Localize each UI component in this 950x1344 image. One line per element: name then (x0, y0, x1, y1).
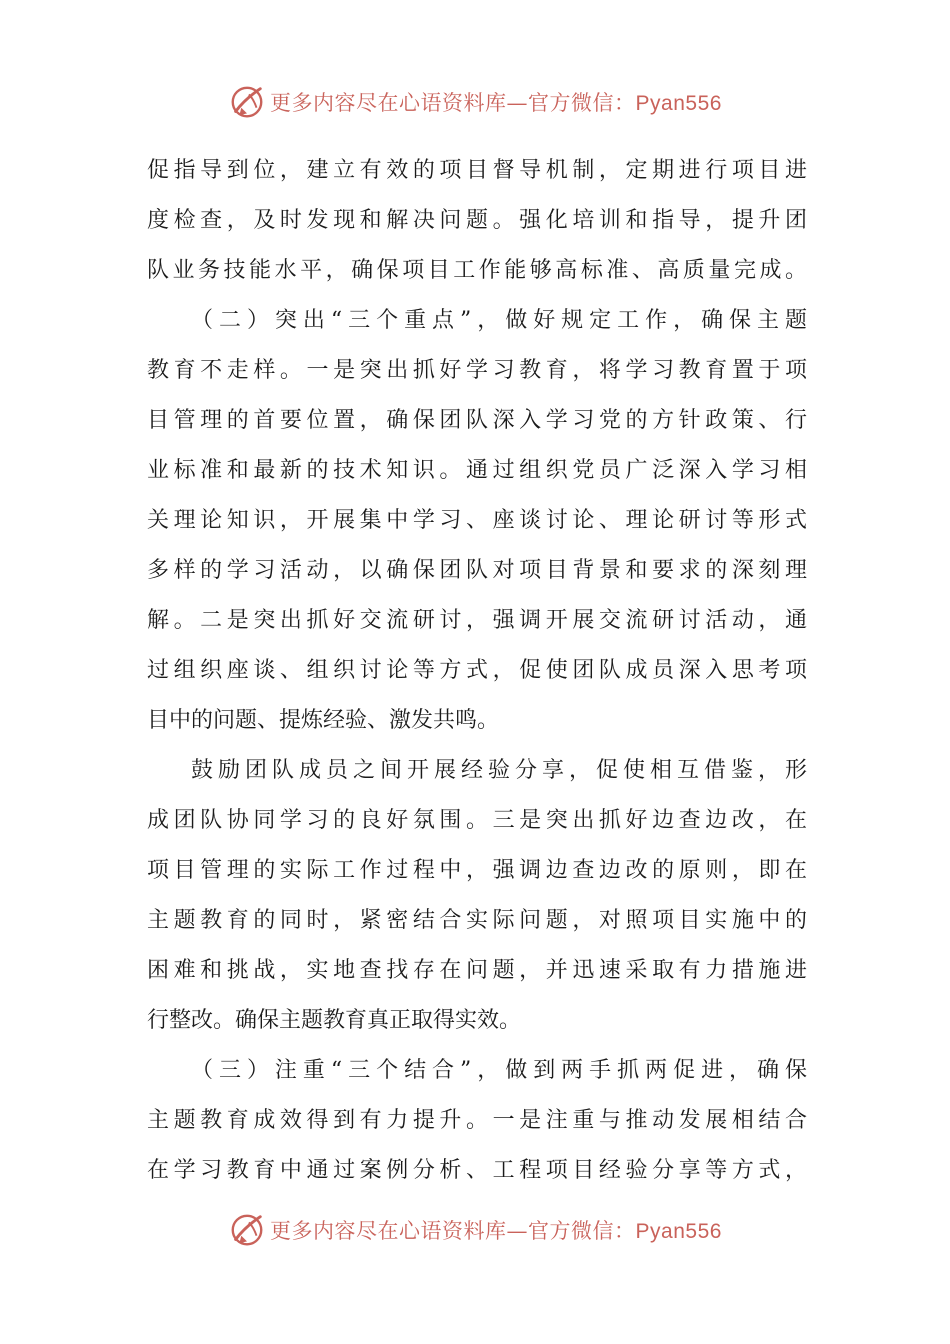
text-line: 成团队协同学习的良好氛围。三是突出抓好边查边改，在 (147, 808, 807, 833)
pen-circle-logo-icon (228, 1211, 266, 1249)
text-line: 在学习教育中通过案例分析、工程项目经验分享等方式， (147, 1158, 807, 1183)
text-line: （三）注重“三个结合”，做到两手抓两促进，确保 (191, 1058, 807, 1083)
pen-circle-logo-icon (228, 83, 266, 121)
banner-label: 更多内容尽在心语资料库—官方微信： (270, 1219, 636, 1243)
text-line: 主题教育成效得到有力提升。一是注重与推动发展相结合 (147, 1108, 807, 1133)
header-banner (0, 80, 950, 124)
text-line: 关理论知识，开展集中学习、座谈讨论、理论研讨等形式 (147, 508, 807, 533)
footer-banner (0, 1208, 950, 1252)
text-line: 业标准和最新的技术知识。通过组织党员广泛深入学习相 (147, 458, 807, 483)
text-line: 主题教育的同时，紧密结合实际问题，对照项目实施中的 (147, 908, 807, 933)
text-line: 困难和挑战，实地查找存在问题，并迅速采取有力措施进 (147, 958, 807, 983)
wechat-id: Pyan556 (635, 1220, 722, 1243)
text-line: 度检查，及时发现和解决问题。强化培训和指导，提升团 (147, 208, 807, 233)
text-line: 多样的学习活动，以确保团队对项目背景和要求的深刻理 (147, 558, 807, 583)
text-line: 过组织座谈、组织讨论等方式，促使团队成员深入思考项 (147, 658, 807, 683)
banner-text (270, 87, 722, 117)
banner-text (270, 1215, 722, 1245)
wechat-id: Pyan556 (635, 92, 722, 115)
text-line: 项目管理的实际工作过程中，强调边查边改的原则，即在 (147, 858, 807, 883)
text-line: 目管理的首要位置，确保团队深入学习党的方针政策、行 (147, 408, 807, 433)
text-line: 行整改。确保主题教育真正取得实效。 (147, 1008, 522, 1033)
text-line: 目中的问题、提炼经验、激发共鸣。 (147, 708, 500, 733)
banner-label: 更多内容尽在心语资料库—官方微信： (270, 91, 636, 115)
text-line: 教育不走样。一是突出抓好学习教育，将学习教育置于项 (147, 358, 807, 383)
body-text (147, 146, 807, 1196)
text-line: （二）突出“三个重点”，做好规定工作，确保主题 (191, 308, 807, 333)
text-line: 促指导到位，建立有效的项目督导机制，定期进行项目进 (147, 158, 807, 183)
text-line: 解。二是突出抓好交流研讨，强调开展交流研讨活动，通 (147, 608, 807, 633)
text-line: 鼓励团队成员之间开展经验分享，促使相互借鉴，形 (191, 758, 807, 783)
text-line: 队业务技能水平，确保项目工作能够高标准、高质量完成。 (147, 258, 807, 283)
